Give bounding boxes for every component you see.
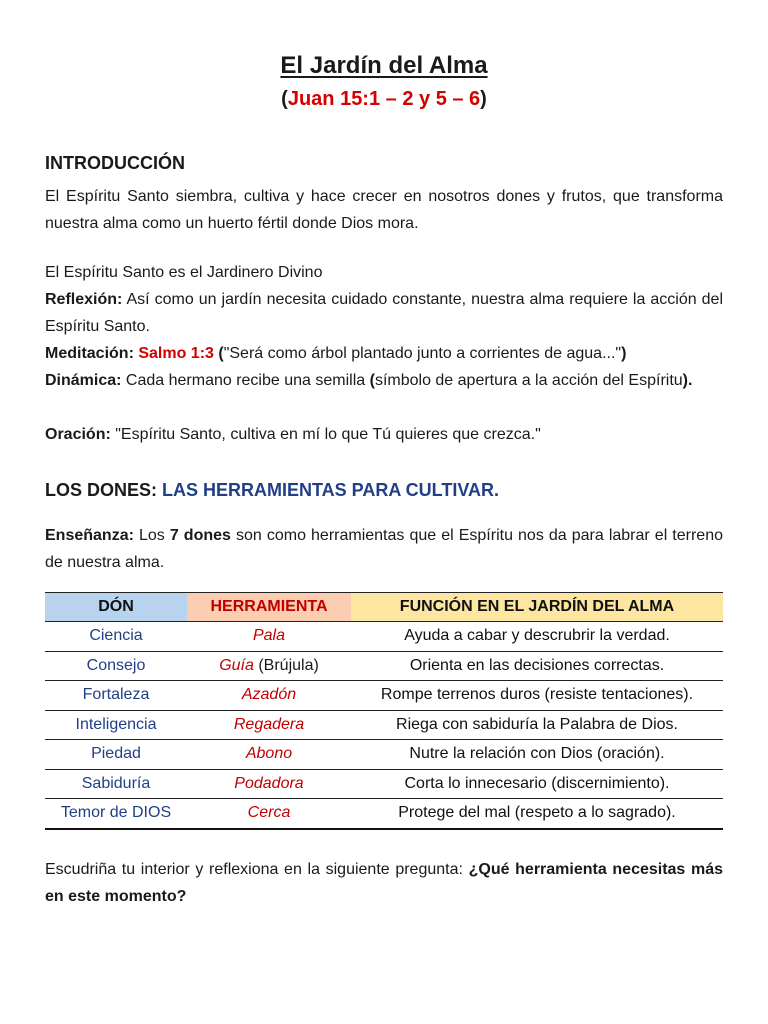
meditacion-label: Meditación: xyxy=(45,345,134,362)
cell-herramienta xyxy=(187,681,351,711)
reference-text: Juan 15:1 – 2 y 5 – 6 xyxy=(287,88,481,110)
ensenanza-text-2: son como herramientas que el Espíritu nos da para labrar el terreno de nuestra alma. xyxy=(45,527,723,571)
cell-herramienta xyxy=(187,651,351,681)
oracion-label: Oración: xyxy=(45,426,111,443)
cell-funcion: Riega con sabiduría la Palabra de Dios. xyxy=(351,710,723,740)
oracion-text: "Espíritu Santo, cultiva en mí lo que Tú quieres que crezca." xyxy=(110,426,541,443)
meditacion-close-paren: ) xyxy=(621,345,627,362)
oracion-paragraph xyxy=(45,421,723,448)
cell-don: Sabiduría xyxy=(45,769,187,799)
cell-don: Fortaleza xyxy=(45,681,187,711)
dinamica-text-2: símbolo de apertura a la acción del Espíritu xyxy=(374,372,683,389)
table-row xyxy=(45,681,723,711)
closing-text: Escudriña tu interior y reflexiona en la siguiente pregunta: xyxy=(45,861,469,878)
ensenanza-text-1: Los xyxy=(133,527,170,544)
ensenanza-label: Enseñanza: xyxy=(45,527,134,544)
cell-funcion: Ayuda a cabar y descrubrir la verdad. xyxy=(351,622,723,652)
cell-herramienta xyxy=(187,799,351,829)
table-row xyxy=(45,769,723,799)
cell-don: Piedad xyxy=(45,740,187,770)
header-herramienta: HERRAMIENTA xyxy=(187,593,351,622)
herramienta-extra: (Brújula) xyxy=(253,656,319,674)
cell-funcion: Protege del mal (respeto a lo sagrado). xyxy=(351,799,723,829)
dinamica-label: Dinámica: xyxy=(45,372,122,389)
table-row xyxy=(45,622,723,652)
cell-funcion: Corta lo innecesario (discernimiento). xyxy=(351,769,723,799)
closing-paragraph xyxy=(45,856,723,910)
herramienta-name: Abono xyxy=(245,745,293,763)
cell-funcion: Rompe terrenos duros (resiste tentaciones). xyxy=(351,681,723,711)
cell-don: Inteligencia xyxy=(45,710,187,740)
herramienta-name: Azadón xyxy=(241,686,297,704)
herramienta-name: Regadera xyxy=(233,715,305,733)
cell-don: Ciencia xyxy=(45,622,187,652)
reflexion-paragraph xyxy=(45,286,723,340)
reflexion-text: Así como un jardín necesita cuidado constante, nuestra alma requiere la acción del Espíritu Santo. xyxy=(45,291,723,335)
dinamica-paragraph xyxy=(45,367,723,394)
ensenanza-paragraph xyxy=(45,522,723,576)
table-header-row xyxy=(45,593,723,622)
herramienta-name: Pala xyxy=(252,627,286,645)
meditacion-reference: Salmo 1:3 xyxy=(133,345,214,362)
cell-funcion: Nutre la relación con Dios (oración). xyxy=(351,740,723,770)
reference-close-paren: ) xyxy=(480,88,487,110)
herramienta-name: Podadora xyxy=(234,774,304,792)
herramienta-name: Guía xyxy=(219,656,254,674)
table-row xyxy=(45,651,723,681)
dinamica-text-1: Cada hermano recibe una semilla xyxy=(121,372,370,389)
closing-question: ¿Qué herramienta necesitas más en este momento? xyxy=(45,861,724,905)
herramienta-name: Cerca xyxy=(247,804,291,822)
meditacion-quote: "Será como árbol plantado junto a corrientes de agua..." xyxy=(223,345,622,362)
dones-table xyxy=(45,592,723,830)
intro-heading: INTRODUCCIÓN xyxy=(45,153,185,173)
cell-don: Consejo xyxy=(45,651,187,681)
table-row xyxy=(45,740,723,770)
ensenanza-bold: 7 dones xyxy=(169,527,231,544)
table-row xyxy=(45,799,723,829)
cell-herramienta xyxy=(187,622,351,652)
cell-herramienta xyxy=(187,740,351,770)
cell-don: Temor de DIOS xyxy=(45,799,187,829)
dones-heading-label: LOS DONES: xyxy=(45,480,158,500)
header-funcion: FUNCIÓN EN EL JARDÍN DEL ALMA xyxy=(351,593,723,622)
dinamica-open-paren: ( xyxy=(369,372,375,389)
meditacion-paragraph xyxy=(45,340,723,367)
cell-funcion: Orienta en las decisiones correctas. xyxy=(351,651,723,681)
dones-heading-subtitle: LAS HERRAMIENTAS PARA CULTIVAR. xyxy=(157,480,500,500)
cell-herramienta xyxy=(187,769,351,799)
meditacion-open-paren: ( xyxy=(213,345,224,362)
page-title: El Jardín del Alma xyxy=(280,52,488,79)
table-row xyxy=(45,710,723,740)
jardinero-line: El Espíritu Santo es el Jardinero Divino xyxy=(45,264,323,281)
intro-paragraph: El Espíritu Santo siembra, cultiva y hace crecer en nosotros dones y frutos, que transforma nuestra alma como un huerto fértil donde Dios mora. xyxy=(45,188,723,232)
reference-open-paren: ( xyxy=(281,88,288,110)
cell-herramienta xyxy=(187,710,351,740)
dinamica-close-paren: ). xyxy=(682,372,693,389)
header-don: DÓN xyxy=(45,593,187,622)
bible-reference xyxy=(0,88,768,111)
reflexion-label: Reflexión: xyxy=(45,291,123,308)
dones-heading xyxy=(45,480,499,501)
